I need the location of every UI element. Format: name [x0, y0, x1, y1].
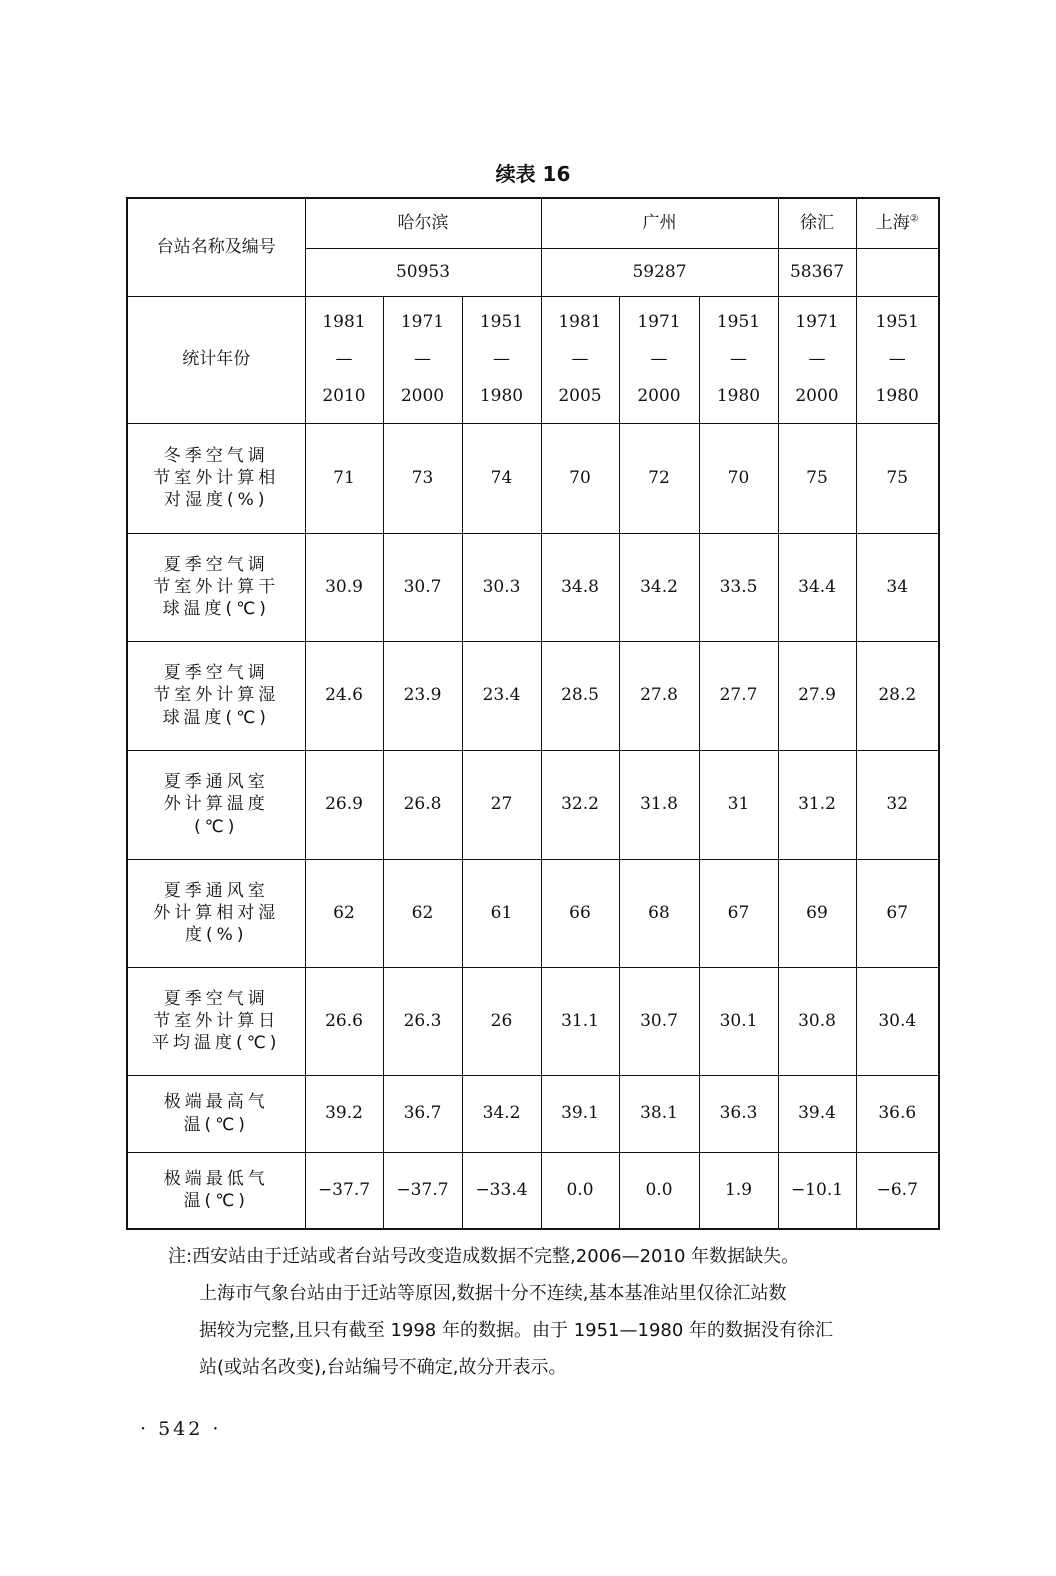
row-label-line: 对湿度(%): [164, 490, 269, 511]
row-label-line: 度(%): [185, 925, 248, 946]
value-cell: 28.2: [856, 641, 939, 750]
row-label: [127, 859, 305, 967]
row-label-line: 夏季通风室: [163, 772, 269, 793]
value-cell: 30.1: [699, 967, 778, 1075]
value-cell: 75: [856, 423, 939, 533]
table-row: [127, 967, 939, 1075]
year-dash: —: [571, 349, 589, 369]
row-label-line: 外计算温度: [163, 794, 269, 815]
station-name-shanghai-text: 上海: [875, 213, 910, 234]
value-cell: 27.7: [699, 641, 778, 750]
value-cell: −10.1: [778, 1152, 856, 1229]
row-label-line: 节室外计算湿: [153, 685, 280, 706]
value-cell: 33.5: [699, 533, 778, 641]
year-end: 2010: [322, 386, 366, 406]
year-end: 2000: [795, 386, 839, 406]
row-label-line: 温(℃): [183, 1114, 249, 1135]
value-cell: 75: [778, 423, 856, 533]
row-label-line: 极端最低气: [163, 1169, 269, 1190]
station-code-xuhui: 58367: [778, 248, 856, 296]
value-cell: 30.3: [462, 533, 541, 641]
row-label-line: 球温度(℃): [162, 599, 270, 620]
value-cell: 36.6: [856, 1075, 939, 1152]
station-header: 台站名称及编号: [127, 198, 305, 296]
note-line: 上海市气象台站由于迁站等原因,数据十分不连续,基本基准站里仅徐汇站数: [199, 1283, 787, 1304]
value-cell: 30.7: [383, 533, 462, 641]
note-line: 站(或站名改变),台站编号不确定,故分开表示。: [199, 1357, 567, 1378]
value-cell: 34.2: [619, 533, 699, 641]
table-row: [127, 1152, 939, 1229]
year-range-cell: [541, 296, 619, 423]
value-cell: 31.1: [541, 967, 619, 1075]
value-cell: 70: [699, 423, 778, 533]
value-cell: 30.8: [778, 967, 856, 1075]
station-name-harbin: 哈尔滨: [305, 198, 541, 248]
station-code-harbin: 50953: [305, 248, 541, 296]
value-cell: 68: [619, 859, 699, 967]
value-cell: −37.7: [305, 1152, 383, 1229]
value-cell: 62: [383, 859, 462, 967]
value-cell: 24.6: [305, 641, 383, 750]
footnote-mark: ②: [909, 213, 919, 225]
value-cell: 28.5: [541, 641, 619, 750]
station-name-guangzhou: 广州: [541, 198, 778, 248]
year-start: 1951: [875, 312, 919, 332]
value-cell: 67: [699, 859, 778, 967]
value-cell: 1.9: [699, 1152, 778, 1229]
year-range-cell: [462, 296, 541, 423]
value-cell: 30.4: [856, 967, 939, 1075]
year-range-cell: [383, 296, 462, 423]
value-cell: 34.4: [778, 533, 856, 641]
value-cell: −37.7: [383, 1152, 462, 1229]
year-start: 1971: [400, 312, 445, 332]
value-cell: 27: [462, 750, 541, 859]
year-dash: —: [335, 349, 353, 369]
value-cell: 26.3: [383, 967, 462, 1075]
value-cell: 61: [462, 859, 541, 967]
note-line: 据较为完整,且只有截至 1998 年的数据。由于 1951—1980 年的数据没有徐汇: [199, 1320, 834, 1341]
year-range-cell: [699, 296, 778, 423]
row-label-line: 球温度(℃): [162, 707, 270, 728]
value-cell: 34.8: [541, 533, 619, 641]
station-code-guangzhou: 59287: [541, 248, 778, 296]
value-cell: 34.2: [462, 1075, 541, 1152]
climate-table: [126, 197, 940, 1230]
year-range-cell: [856, 296, 939, 423]
year-dash: —: [808, 349, 826, 369]
value-cell: 32: [856, 750, 939, 859]
value-cell: 26: [462, 967, 541, 1075]
year-end: 2000: [400, 386, 445, 406]
value-cell: 26.9: [305, 750, 383, 859]
value-cell: 27.9: [778, 641, 856, 750]
year-end: 2000: [637, 386, 681, 406]
row-label: [127, 1152, 305, 1229]
year-start: 1951: [716, 312, 761, 332]
table-row: [127, 533, 939, 641]
year-dash: —: [493, 349, 510, 369]
value-cell: 31.2: [778, 750, 856, 859]
value-cell: 23.9: [383, 641, 462, 750]
value-cell: 34: [856, 533, 939, 641]
value-cell: 27.8: [619, 641, 699, 750]
value-cell: 39.2: [305, 1075, 383, 1152]
value-cell: 39.4: [778, 1075, 856, 1152]
row-label-line: 夏季空气调: [163, 663, 269, 684]
value-cell: 62: [305, 859, 383, 967]
row-label-line: 夏季通风室: [163, 880, 269, 901]
table-row: [127, 423, 939, 533]
note-line: 注:西安站由于迁站或者台站号改变造成数据不完整,2006—2010 年数据缺失。: [168, 1246, 800, 1267]
year-start: 1971: [637, 312, 681, 332]
value-cell: 73: [383, 423, 462, 533]
value-cell: 23.4: [462, 641, 541, 750]
value-cell: 26.8: [383, 750, 462, 859]
year-range-cell: [619, 296, 699, 423]
value-cell: −6.7: [856, 1152, 939, 1229]
value-cell: 30.9: [305, 533, 383, 641]
year-range-cell: [778, 296, 856, 423]
value-cell: 66: [541, 859, 619, 967]
table-note: [168, 1238, 958, 1386]
table-row: [127, 1075, 939, 1152]
value-cell: 26.6: [305, 967, 383, 1075]
row-label-line: 夏季空气调: [163, 988, 269, 1009]
row-label-line: 外计算相对湿: [153, 902, 280, 923]
value-cell: 74: [462, 423, 541, 533]
value-cell: 36.3: [699, 1075, 778, 1152]
row-label-line: 极端最高气: [163, 1092, 269, 1113]
value-cell: 31.8: [619, 750, 699, 859]
table-title: 续表 16: [495, 162, 571, 186]
row-label-line: 夏季空气调: [163, 554, 269, 575]
row-label: [127, 533, 305, 641]
page-number: · 542 ·: [140, 1418, 222, 1440]
row-label: [127, 641, 305, 750]
value-cell: 38.1: [619, 1075, 699, 1152]
year-dash: —: [414, 349, 431, 369]
table-row: [127, 750, 939, 859]
row-label: [127, 1075, 305, 1152]
year-start: 1951: [479, 312, 524, 332]
value-cell: 32.2: [541, 750, 619, 859]
value-cell: −33.4: [462, 1152, 541, 1229]
year-dash: —: [730, 349, 747, 369]
year-start: 1981: [558, 312, 602, 332]
year-end: 1980: [875, 386, 919, 406]
value-cell: 0.0: [619, 1152, 699, 1229]
value-cell: 69: [778, 859, 856, 967]
row-label-line: 温(℃): [183, 1191, 249, 1212]
value-cell: 39.1: [541, 1075, 619, 1152]
value-cell: 36.7: [383, 1075, 462, 1152]
row-label-line: 节室外计算干: [153, 576, 280, 597]
year-header: 统计年份: [127, 296, 305, 423]
year-start: 1981: [322, 312, 366, 332]
row-label-line: 平均温度(℃): [152, 1033, 281, 1054]
table-row: [127, 859, 939, 967]
row-label-line: (℃): [194, 816, 239, 837]
row-label: [127, 750, 305, 859]
value-cell: 72: [619, 423, 699, 533]
year-start: 1971: [795, 312, 839, 332]
station-code-shanghai: [856, 248, 939, 296]
value-cell: 71: [305, 423, 383, 533]
value-cell: 67: [856, 859, 939, 967]
row-label: [127, 423, 305, 533]
value-cell: 70: [541, 423, 619, 533]
row-label-line: 节室外计算相: [153, 467, 280, 488]
year-end: 1980: [716, 386, 761, 406]
value-cell: 0.0: [541, 1152, 619, 1229]
year-dash: —: [888, 349, 906, 369]
station-name-shanghai: [856, 198, 939, 248]
table-row: [127, 641, 939, 750]
year-end: 2005: [558, 386, 602, 406]
year-dash: —: [650, 349, 668, 369]
row-label-line: 冬季空气调: [163, 445, 269, 466]
row-label-line: 节室外计算日: [153, 1010, 280, 1031]
value-cell: 30.7: [619, 967, 699, 1075]
year-end: 1980: [479, 386, 524, 406]
value-cell: 31: [699, 750, 778, 859]
station-name-xuhui: 徐汇: [778, 198, 856, 248]
year-range-cell: [305, 296, 383, 423]
row-label: [127, 967, 305, 1075]
